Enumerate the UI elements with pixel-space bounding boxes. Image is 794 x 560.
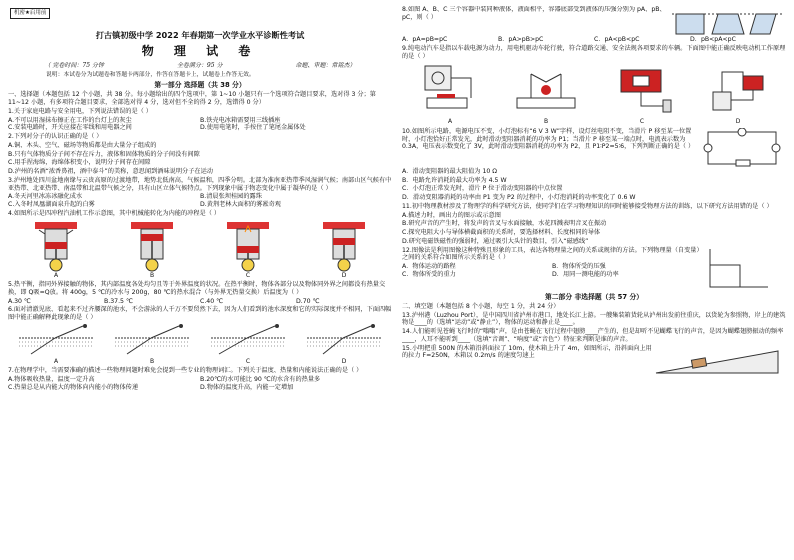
figure-label: A xyxy=(447,118,453,126)
q3-options xyxy=(8,193,392,209)
q12-options xyxy=(402,263,702,279)
question-8: 8.如图 A、B、C 三个容器中装同种液体，液面相平，容器底部受到液体的压强分别为 pA、pB、pC，则（ ） xyxy=(402,6,666,21)
refraction-figures xyxy=(8,324,392,366)
question-9: 9.纯电动汽车是指以车载电源为动力，用电机驱动车轮行驶，符合道路交通、安全法规各项要求的车辆。下面图中能正确反映电动机工作原理的是（ ） xyxy=(402,44,786,60)
magnet-wire-apparatus-icon xyxy=(511,62,581,118)
question-6: 6.面对清澈见底、看起来不过齐腰深的池水，不会游泳的人千万不要贸然下去，因为人们看到的池水深度和它的实际深度并不相同，下面四幅图中能正确解释此现象的是（ ） xyxy=(8,306,392,322)
engine-stroke-icon xyxy=(315,220,373,272)
option: D.使用电笔时，手按住了笔尾金属体处 xyxy=(200,124,306,132)
option: B．物体所受的压强 xyxy=(552,263,606,270)
section1-instructions: 一、选择题（本题包括 12 个小题，共 38 分。每小题给出的四个选项中，第 1~10 小题只有一个选项符合题目要求，选对得 3 分；第 11~12 小题，有多项符合题目要求，全部选对得 4 分，选对但不全的得 2 分，选错得 0 分） xyxy=(8,91,376,107)
q12-block xyxy=(402,247,786,291)
exam-subject: 物 理 试 卷 xyxy=(141,44,259,59)
question-10: 10.如图所示电路，电源电压不变，小灯泡标有“6 V 3 W”字样，设灯丝电阻不变，当滑片 P 移至某一位置时，小灯泡恰好正常发光，此时滑动变阻器消耗的功率为 P1；当滑片 P 移至某一端点时，电流表示数为 0.3A，电压表示数变化了 3V，此时滑动变阻器消耗的功率为 P2，且 P1∶P2=5∶6，下列判断正确的是（ ） xyxy=(402,127,695,151)
generator-apparatus-icon xyxy=(415,62,485,118)
option: D.70 ℃ xyxy=(296,297,320,305)
exam-title: 打古镇初级中学 2022 年春期第一次学业水平诊断性考试 xyxy=(95,30,305,40)
circuit-diagram-icon xyxy=(702,128,782,168)
option: B.研究声音的产生时，将发声的音叉与水面接触，水花四溅表明音叉在振动 xyxy=(402,220,607,228)
q8-options xyxy=(402,36,786,44)
option: B.37.5 ℃ xyxy=(104,297,133,305)
figure-label: C xyxy=(245,271,251,279)
figure-label: C xyxy=(639,118,645,126)
question-5: 5.热平衡，指同外界接触的物体，其内部温度各处均匀且等于外界温度的状况。在热平衡时，物体各部分以及物体同外界之间都没有热量交换，即 Q吸=Q放。将 400g，5 ℃的冷水与 200g，80 ℃的热水混合（与外界无热量交换）后温度为（ ） xyxy=(8,281,386,296)
option: C.探究电阻大小与导体横截面积的关系时，要选择材料、长度相同的导体 xyxy=(402,229,601,236)
option: C.用手捏海绵，海绵体积变小，说明分子间存在间隙 xyxy=(8,159,151,167)
exam-note: 说明：本试卷分为试题卷和答题卡两部分，作答在答题卡上，试题卷上作答无效。 xyxy=(46,71,255,78)
meta-time: （ 完卷时间：75 分钟 xyxy=(44,62,104,70)
engine-figure-c xyxy=(219,220,277,280)
option: B．电路允许消耗的最大功率为 4.5 W xyxy=(402,176,507,184)
question-1: 1.关于家庭电路与安全用电，下列说法错误的是（ ） xyxy=(8,107,152,115)
motor-figure-b xyxy=(511,62,581,126)
option: C．小灯泡正常发光时，滑片 P 位于滑动变阻器的中点位置 xyxy=(402,185,563,193)
question-14: 14.人们能听见苍蝇飞行时的“嗡嗡”声，是由苍蝇在飞行过程中翅膀____产生的，但是却听不见蝴蝶飞行的声音，是因为蝴蝶翅膀振动的频率____，人耳不能听到____（选填“音调”、“响度”或“音色”）特征来判断是谁的声音。 xyxy=(402,328,784,343)
option: B.铁壳电冰箱需要用三线插座 xyxy=(200,116,281,124)
section2-instructions: 二、填空题（本题包括 8 个小题，每空 1 分，共 24 分） xyxy=(402,302,560,310)
question-4: 4.如图所示是四冲程汽油机工作示意图，其中机械能转化为内能的冲程是（ ） xyxy=(8,209,221,217)
motor-figure-c xyxy=(607,62,677,126)
meta-author: 命题、审题：常铭杰） xyxy=(295,62,356,70)
electromagnet-apparatus-icon xyxy=(703,62,773,118)
option: C.安装电路时，开关应接在零线和用电器之间 xyxy=(8,124,132,132)
q15-block xyxy=(402,345,786,375)
q1-options xyxy=(8,117,392,133)
figure-label: C xyxy=(245,357,251,365)
figure-label: A xyxy=(53,357,59,365)
motor-figure-a xyxy=(415,62,485,126)
refraction-diagram-icon xyxy=(113,324,191,358)
motor-apparatus-icon xyxy=(607,62,677,118)
question-7: 7.在物理学中，当需要准确的描述一些物理问题时难免会提到一些专业的物理词汇。下列关于温度、热量和内能说法正确的是（ ） xyxy=(8,367,363,375)
question-2: 2.下列对分子的认识正确的是（ ） xyxy=(8,133,103,141)
part1-title: 第一部分 选择题（共 38 分） xyxy=(154,80,246,89)
part2-title: 第二部分 非选择题（共 57 分） xyxy=(544,292,644,301)
figure-label: D xyxy=(341,271,347,279)
question-3: 3.泸州地处四川盆地南缘与云贵高原的过渡地带，地势北低南高，气候温和，四季分明。北部为准南亚热带季风湿润气候；南部山区气候有中亚热带、北亚热带、南温带和北温带气候之分，具有山区立体气候特点。下列现象中属于物态变化中属于凝华的是（ ） xyxy=(8,176,392,192)
question-11: 11.初中物理教材涉及了物理学的科学研究方法，使同学们在学习物理知识的同时能够接受物理方法的训练，以下研究方法用错的是（ ） xyxy=(402,202,773,210)
option: A.铜、木头、空气、磁场等物质都是由大量分子组成的 xyxy=(8,141,157,149)
containers-diagram-icon xyxy=(672,6,782,36)
option: C.热量总是从内能大的物体向内能小的物体传递 xyxy=(8,383,139,391)
figure-label: B xyxy=(543,118,549,126)
figure-label: B xyxy=(149,271,155,279)
incline-diagram-icon xyxy=(652,345,782,375)
option: C．物体所受的重力 xyxy=(402,270,456,278)
option: C．pA<pB<pC xyxy=(594,36,640,43)
q8-block xyxy=(402,6,786,36)
option: D.黄荆老林大面积的雾凇奇观 xyxy=(200,201,281,209)
option: A.物体吸收热量，温度一定升高 xyxy=(8,376,95,384)
question-15: 15.小明把重 500N 的木箱沿斜面拉了 10m，使木箱上升了 4m，如图所示，沿斜面向上用的拉力 F=250N，木箱以 0.2m/s 的速度匀速上 xyxy=(402,344,652,360)
q10-block xyxy=(402,128,786,168)
right-column xyxy=(402,6,786,556)
refraction-diagram-icon xyxy=(209,324,287,358)
option: B.只有气体物质分子间不存在斥力，液体和固体物质的分子间没有间隙 xyxy=(8,150,200,158)
option: D.研究电磁铁磁性的强弱时，通过吸引大头针的数目，引入“磁感线” xyxy=(402,237,589,245)
engine-stroke-icon xyxy=(219,220,277,272)
refraction-figure-d xyxy=(305,324,383,366)
option: A.不可以用湿抹布擦正在工作的台灯上的灰尘 xyxy=(8,116,132,124)
refraction-figure-b xyxy=(113,324,191,366)
refraction-figure-a xyxy=(17,324,95,366)
graph-icon xyxy=(702,247,772,291)
exam-meta xyxy=(8,62,392,70)
option: D.泸州的名酒“浓香鼻祖，酒中泰斗”的美称，意思闻到酒味说明分子在运动 xyxy=(8,168,213,176)
question-13: 13.泸州港（Luzhou Port），是中国四川省泸州市港口，地处长江上游。一艘集装箱货轮从泸州出发前往重庆，以货轮为参照物，岸上的建筑物是____的（选填“运动”或“静止”），物体的运动和静止是____。 xyxy=(402,311,786,327)
option: A.30 ℃ xyxy=(8,297,31,305)
option: A．滑动变阻器的最大阻值为 10 Ω xyxy=(402,167,498,175)
engine-figure-d xyxy=(315,220,373,280)
option: D．pB<pA<pC xyxy=(690,36,736,43)
q12-text xyxy=(402,247,702,279)
option: B.清晨张坝桂园的露珠 xyxy=(200,193,262,201)
option: D．滑动变阻器消耗的功率由 P1 变为 P2 的过程中，小灯泡消耗的功率变化了 0.6 W xyxy=(402,194,636,201)
left-column xyxy=(8,6,392,556)
figure-label: D xyxy=(735,118,741,126)
figure-label: A xyxy=(53,271,59,279)
engine-stroke-icon xyxy=(27,220,85,272)
engine-stroke-icon xyxy=(123,220,181,272)
q5-options xyxy=(8,298,392,306)
motor-figures xyxy=(402,62,786,126)
figure-label: B xyxy=(149,357,155,365)
refraction-diagram-icon xyxy=(305,324,383,358)
option: B.20℃的水可能比 90 ℃的水含有的热量多 xyxy=(200,376,321,384)
secret-stamp: 机密★启用前 xyxy=(10,8,50,19)
option: B．pA>pB>pC xyxy=(498,36,544,43)
option: A.冬天河里冰冻冰融化成水 xyxy=(8,193,83,201)
engine-figures xyxy=(8,220,392,280)
refraction-diagram-icon xyxy=(17,324,95,358)
engine-figure-a xyxy=(27,220,85,280)
option: A．物体运动的路程 xyxy=(402,263,456,270)
q7-options xyxy=(8,376,392,392)
option: A.描述力时，画出力的图示或示意图 xyxy=(402,211,501,219)
option: D．用同一测电能的功率 xyxy=(552,270,619,278)
refraction-figure-c xyxy=(209,324,287,366)
question-12: 12.图像法是利用图像这种特殊且形象的工具，表达各物理量之间的关系或规律的方法。下列物理量（自变量）之间的关系符合如图所示关系的是（ ） xyxy=(402,246,700,262)
motor-figure-d xyxy=(703,62,773,126)
option: C.40 ℃ xyxy=(200,297,224,305)
meta-score: 全卷满分：95 分 xyxy=(176,62,223,70)
option: A．pA=pB=pC xyxy=(402,36,448,43)
engine-figure-b xyxy=(123,220,181,280)
option: D.物体的温度升高，内能一定增加 xyxy=(200,383,294,391)
figure-label: D xyxy=(341,357,347,365)
option: C.入冬时凤凰湖面泉升起的白雾 xyxy=(8,201,95,209)
